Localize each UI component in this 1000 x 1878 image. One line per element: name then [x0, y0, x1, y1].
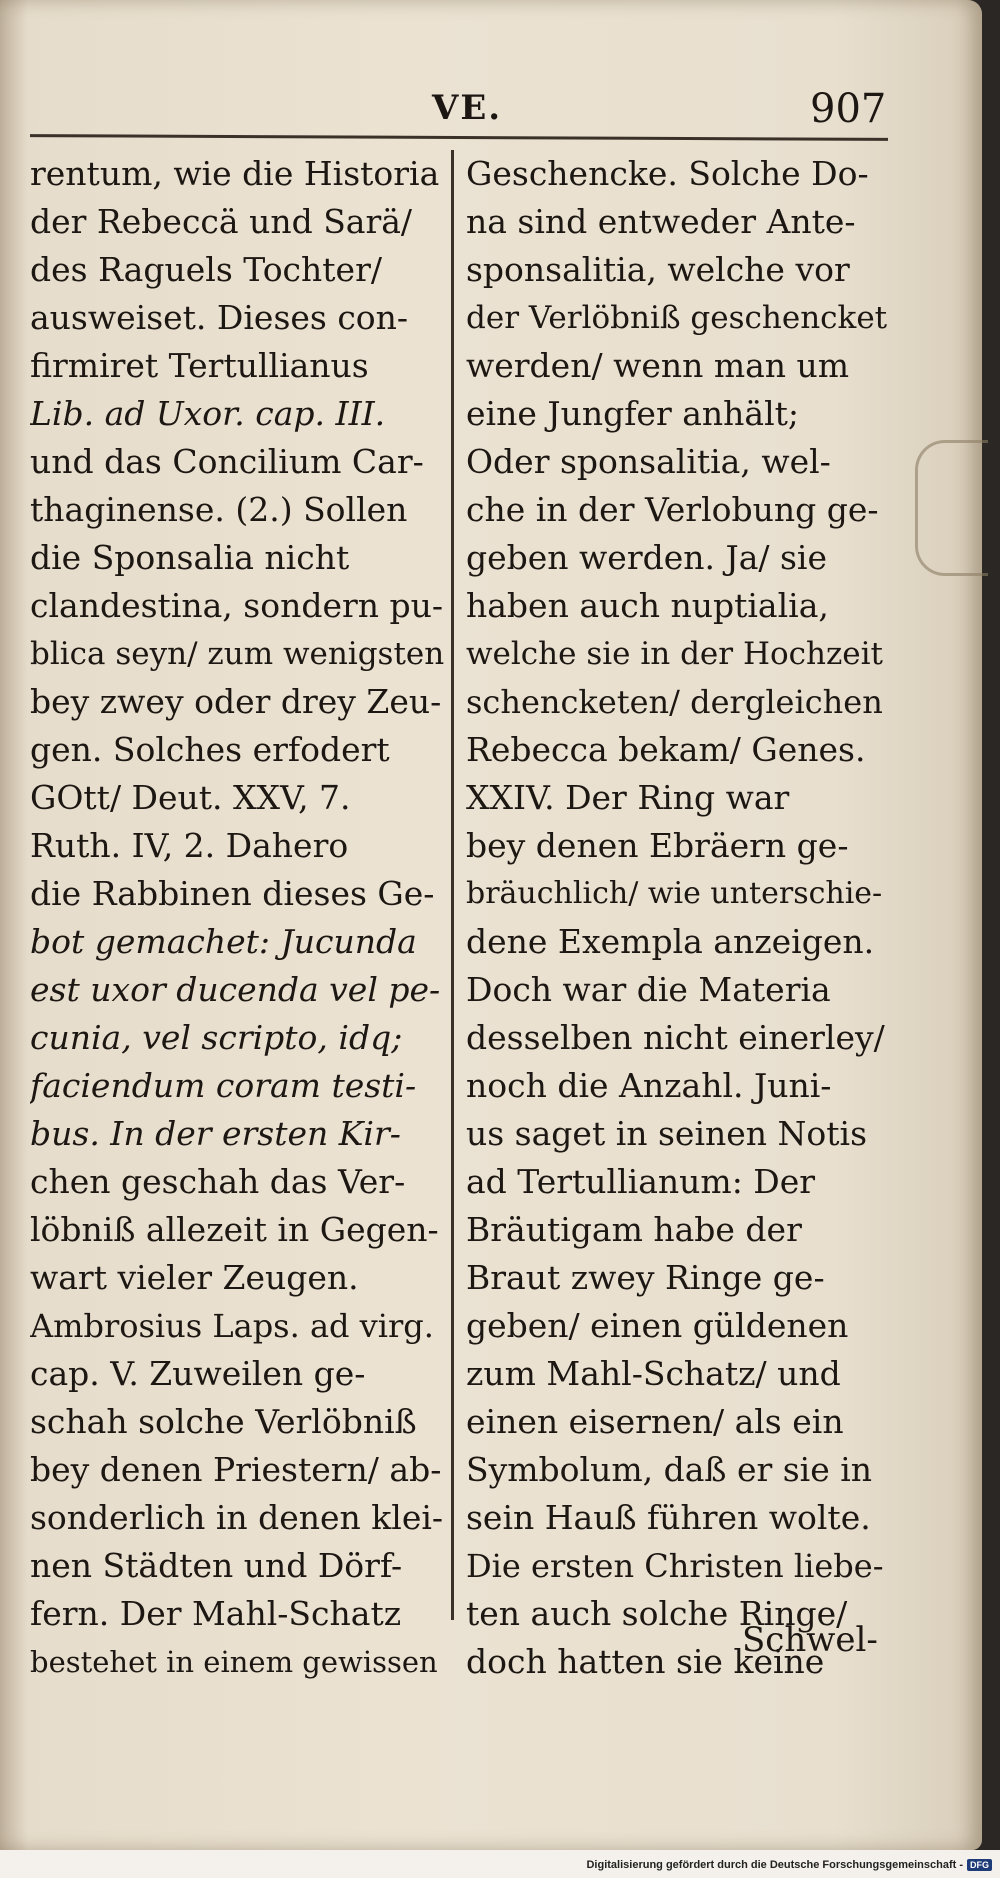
text-line: der Rebeccä und Sarä/ [30, 202, 413, 241]
left-column [30, 150, 446, 1686]
text-line: sein Hauß führen wolte. [466, 1498, 871, 1537]
text-line: einen eisernen/ als ein [466, 1402, 844, 1441]
text-line: der Verlöbniß geschencket [466, 300, 888, 336]
dfg-logo: DFG [967, 1859, 992, 1871]
text-line: gen. Solches erfodert [30, 730, 390, 769]
page-number: 907 [810, 86, 887, 132]
text-line: bus. In der ersten Kir- [30, 1114, 401, 1153]
text-line: ten auch solche Ringe/ [466, 1594, 848, 1633]
text-line: und das Concilium Car- [30, 442, 424, 481]
text-line: chen geschah das Ver- [30, 1162, 406, 1201]
text-line: Oder sponsalitia, wel- [466, 442, 831, 481]
text-line: des Raguels Tochter/ [30, 250, 382, 289]
text-line: bestehet in einem gewissen [30, 1645, 438, 1679]
text-line: clandestina, sondern pu- [30, 586, 444, 625]
text-line: rentum, wie die Historia [30, 154, 440, 193]
right-column [466, 150, 892, 1686]
text-line: faciendum coram testi- [30, 1066, 417, 1105]
text-line: schencketen/ dergleichen [466, 683, 883, 721]
text-line: thaginense. (2.) Sollen [30, 490, 408, 529]
footer-text: Digitalisierung gefördert durch die Deutsche Forschungsgemeinschaft - [586, 1859, 963, 1871]
text-line: welche sie in der Hochzeit [466, 636, 884, 672]
text-line: geben/ einen güldenen [466, 1306, 849, 1345]
text-line: firmiret Tertullianus [30, 346, 369, 385]
text-line: na sind entweder Ante- [466, 202, 856, 241]
text-line: us saget in seinen Notis [466, 1114, 868, 1153]
column-divider [451, 150, 454, 1620]
text-line: sponsalitia, welche vor [466, 250, 850, 289]
text-line: zum Mahl-Schatz/ und [466, 1354, 841, 1393]
running-header: VE. [432, 88, 503, 128]
text-line: Ruth. IV, 2. Dahero [30, 826, 349, 865]
page-clasp-mark [915, 440, 988, 576]
catchword: Schwel- [742, 1620, 878, 1660]
text-line: die Sponsalia nicht [30, 538, 350, 577]
text-line: cap. V. Zuweilen ge- [30, 1354, 366, 1393]
text-line: Bräutigam habe der [466, 1210, 802, 1249]
text-line: bräuchlich/ wie unterschie- [466, 876, 883, 911]
text-line: bot gemachet: Jucunda [30, 922, 417, 961]
spine-shadow [0, 0, 28, 1850]
text-line: est uxor ducenda vel pe- [30, 970, 441, 1009]
text-line: schah solche Verlöbniß [30, 1402, 417, 1441]
text-line: werden/ wenn man um [466, 346, 850, 385]
text-line: haben auch nuptialia, [466, 586, 829, 625]
text-line: die Rabbinen dieses Ge- [30, 874, 435, 913]
text-line: che in der Verlobung ge- [466, 490, 879, 529]
text-line: ad Tertullianum: Der [466, 1162, 816, 1201]
text-line: Ambrosius Laps. ad virg. [30, 1307, 434, 1345]
text-line: doch hatten sie keine [466, 1642, 825, 1681]
header-rule [30, 134, 888, 141]
text-line: bey zwey oder drey Zeu- [30, 682, 442, 721]
text-line: GOtt/ Deut. XXV, 7. [30, 778, 351, 817]
text-line: geben werden. Ja/ sie [466, 538, 828, 577]
text-line: Doch war die Materia [466, 970, 831, 1009]
text-line: eine Jungfer anhält; [466, 394, 800, 433]
text-line: dene Exempla anzeigen. [466, 922, 875, 961]
text-line: ausweiset. Dieses con- [30, 298, 409, 337]
text-line: Die ersten Christen liebe- [466, 1547, 884, 1585]
text-line: XXIV. Der Ring war [466, 778, 790, 817]
text-line: blica seyn/ zum wenigsten [30, 636, 445, 672]
text-line: nen Städten und Dörf- [30, 1546, 403, 1585]
text-line: Braut zwey Ringe ge- [466, 1258, 825, 1297]
text-line: sonderlich in denen klei- [30, 1498, 444, 1537]
text-line: bey denen Priestern/ ab- [30, 1450, 442, 1489]
digitization-footer [586, 1856, 992, 1874]
text-line: Lib. ad Uxor. cap. III. [30, 394, 386, 433]
text-line: wart vieler Zeugen. [30, 1258, 359, 1297]
text-line: Rebecca bekam/ Genes. [466, 730, 866, 769]
text-line: desselben nicht einerley/ [466, 1018, 885, 1057]
text-line: Geschencke. Solche Do- [466, 154, 869, 193]
text-line: bey denen Ebräern ge- [466, 826, 849, 865]
text-line: Symbolum, daß er sie in [466, 1450, 873, 1489]
text-line: fern. Der Mahl-Schatz [30, 1594, 402, 1633]
text-line: löbniß allezeit in Gegen- [30, 1210, 439, 1249]
text-line: cunia, vel scripto, idq; [30, 1018, 403, 1057]
text-line: noch die Anzahl. Juni- [466, 1066, 832, 1105]
